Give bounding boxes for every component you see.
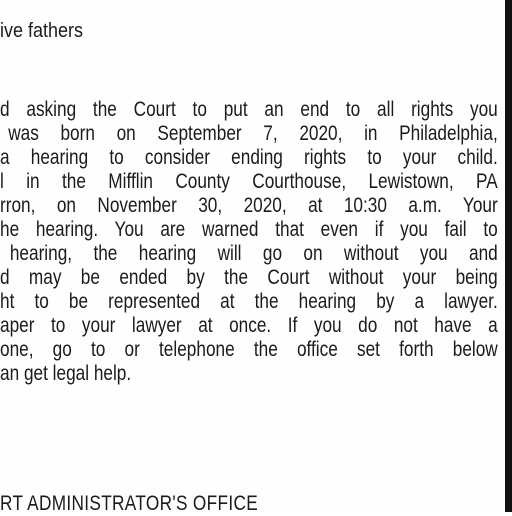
notice-body-line: ht to be represented at the hearing by a lawyer. [0, 290, 498, 313]
notice-body-line: one, go to or telephone the office set forth below [0, 338, 498, 361]
notice-body-line: an get legal help. [0, 362, 132, 385]
notice-body-line: was born on September 7, 2020, in Philadelphia, [8, 122, 498, 145]
notice-body-line: rron, on November 30, 2020, at 10:30 a.m. Your [0, 194, 498, 217]
court-administrator-office-title: RT ADMINISTRATOR'S OFFICE [0, 492, 259, 515]
notice-body-line: d asking the Court to put an end to all rights you [0, 98, 498, 121]
column-divider [505, 0, 512, 512]
notice-heading-fragment: ive fathers [0, 20, 84, 42]
notice-body [0, 98, 498, 386]
notice-body-line: aper to your lawyer at once. If you do not have a [0, 314, 498, 337]
notice-body-line: a hearing to consider ending rights to your child. [0, 146, 498, 169]
notice-body-line: l in the Mifflin County Courthouse, Lewistown, PA [0, 170, 498, 193]
notice-body-line: he hearing. You are warned that even if you fail to [0, 218, 498, 241]
notice-body-line: hearing, the hearing will go on without you and [9, 242, 498, 265]
notice-body-line: d may be ended by the Court without your being [0, 266, 498, 289]
